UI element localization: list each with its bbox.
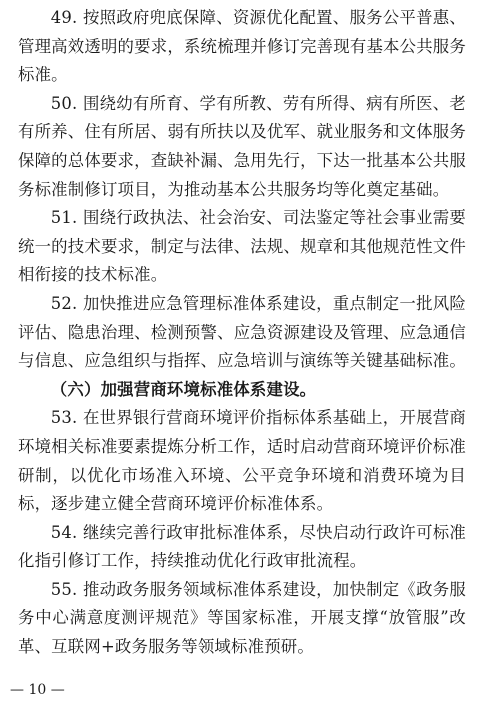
paragraph-49: 49. 按照政府兜底保障、资源优化配置、服务公平普惠、管理高效透明的要求，系统梳理并修订完善现有基本公共服务标准。 xyxy=(18,8,466,85)
paragraph-50: 50. 围绕幼有所育、学有所教、劳有所得、病有所医、老有所养、住有所居、弱有所扶以及优军、就业服务和文体服务保障的总体要求，查缺补漏、急用先行，下达一批基本公共服务标准制修订项目，为推动基本公共服务均等化奠定基础。 xyxy=(18,93,466,199)
paragraph-53: 53. 在世界银行营商环境评价指标体系基础上，开展营商环境相关标准要素提炼分析工作，适时启动营商环境评价标准研制，以优化市场准入环境、公平竞争环境和消费环境为目标，逐步建立健全营商环境评价标准体系。 xyxy=(18,408,466,514)
paragraph-51: 51. 围绕行政执法、社会治安、司法鉴定等社会事业需要统一的技术要求，制定与法律、法规、规章和其他规范性文件相衔接的技术标准。 xyxy=(18,208,466,285)
page-number: — 10 — xyxy=(10,682,65,698)
document-body xyxy=(18,4,466,662)
section-heading: （六）加强营商环境标准体系建设。 xyxy=(50,379,317,399)
paragraph-55: 55. 推动政务服务领域标准体系建设，加快制定《政务服务中心满意度测评规范》等国家标准，开展支撑“放管服”改革、互联网+政务服务等领域标准预研。 xyxy=(18,579,466,657)
paragraph-54: 54. 继续完善行政审批标准体系，尽快启动行政许可标准化指引修订工作，持续推动优化行政审批流程。 xyxy=(18,522,466,571)
paragraph-52: 52. 加快推进应急管理标准体系建设，重点制定一批风险评估、隐患治理、检测预警、应急资源建设及管理、应急通信与信息、应急组织与指挥、应急培训与演练等关键基础标准。 xyxy=(18,293,466,371)
